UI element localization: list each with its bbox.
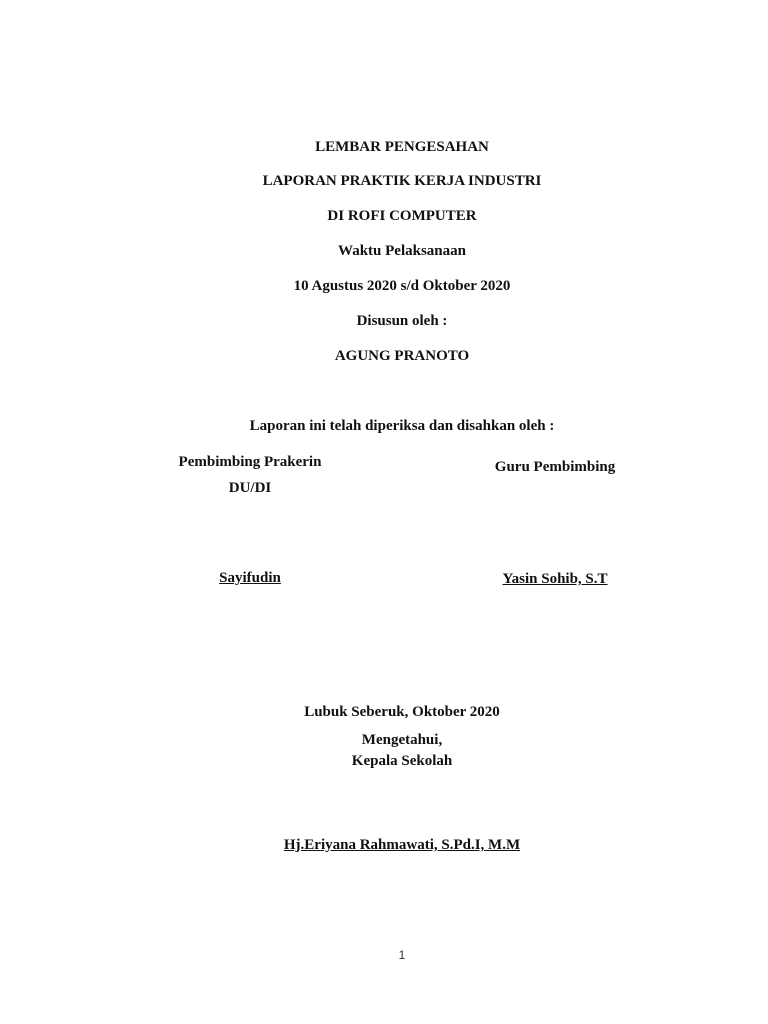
right-signatory-name: Yasin Sohib, S.T [502,571,608,587]
period-label: Waktu Pelaksanaan [338,243,466,259]
page-number: 1 [398,948,406,962]
left-signatory-name: Sayifudin [219,570,281,586]
left-signatory-role-line1: Pembimbing Prakerin [178,454,322,470]
period-value: 10 Agustus 2020 s/d Oktober 2020 [293,278,511,294]
acknowledged-label: Mengetahui, [361,732,443,748]
principal-role: Kepala Sekolah [351,753,453,769]
place-date: Lubuk Seberuk, Oktober 2020 [304,704,500,720]
report-title: LAPORAN PRAKTIK KERJA INDUSTRI [262,173,542,189]
left-signatory-role-line2: DU/DI [228,480,272,496]
principal-name: Hj.Eriyana Rahmawati, S.Pd.I, M.M [283,837,521,853]
report-location: DI ROFI COMPUTER [327,208,477,224]
author-label: Disusun oleh : [356,313,448,329]
author-name: AGUNG PRANOTO [334,348,470,364]
approval-statement: Laporan ini telah diperiksa dan disahkan oleh : [249,418,555,434]
right-signatory-role: Guru Pembimbing [494,459,616,475]
document-heading: LEMBAR PENGESAHAN [315,139,489,155]
